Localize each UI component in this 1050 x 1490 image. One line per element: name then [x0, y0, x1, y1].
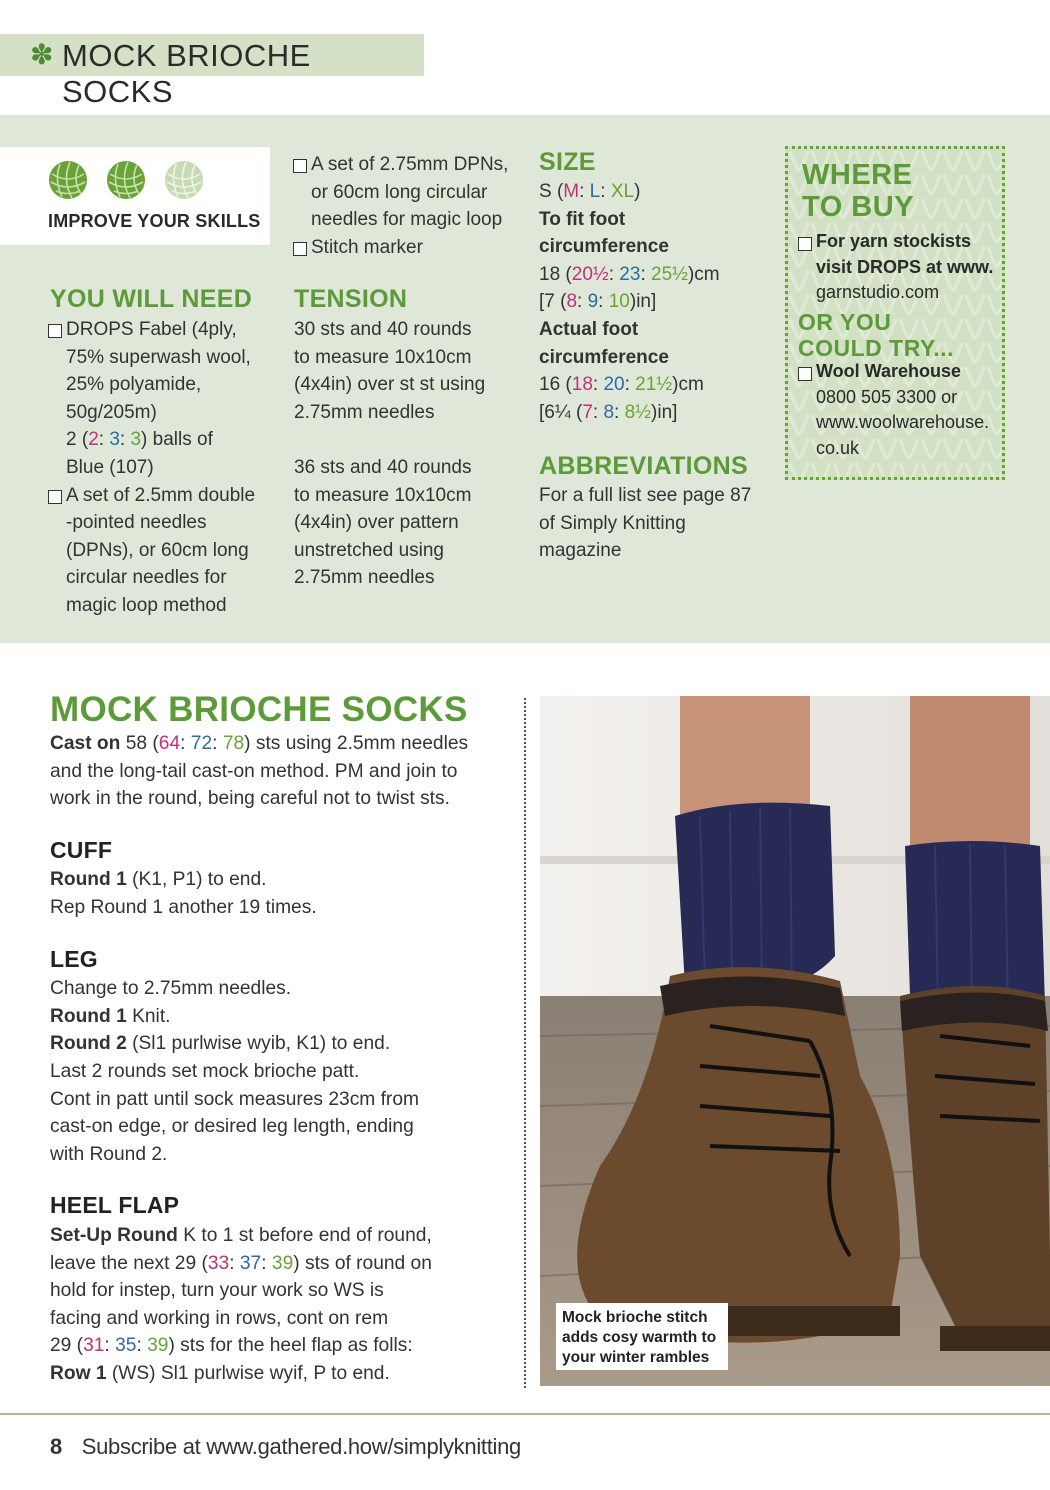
- subscribe-link[interactable]: Subscribe at www.gathered.how/simplyknitting: [81, 1434, 521, 1459]
- section-title: MOCK BRIOCHE SOCKS: [62, 38, 311, 109]
- where-to-buy-heading: WHERE TO BUY: [802, 159, 915, 223]
- wool-warehouse-item: Wool Warehouse 0800 505 3300 or www.woolwarehouse. co.uk: [798, 359, 998, 461]
- list-item: A set of 2.75mm DPNs, or 60cm long circular needles for magic loop: [293, 151, 523, 234]
- skill-level-box: [0, 147, 270, 245]
- cuff-heading: CUFF: [50, 836, 113, 863]
- checkbox-icon: [48, 490, 62, 504]
- checkbox-icon: [293, 242, 307, 256]
- pattern-title: MOCK BRIOCHE SOCKS: [50, 690, 468, 729]
- tension-text: 30 sts and 40 rounds to measure 10x10cm (4x4in) over st st using 2.75mm needles 36 sts and 40 rounds to measure 10x10cm (4x4in) over pattern unstretched using 2.75mm needles: [294, 319, 486, 589]
- skills-label: IMPROVE YOUR SKILLS: [48, 211, 261, 231]
- abbreviations-text: For a full list see page 87 of Simply Knitting magazine: [539, 485, 752, 562]
- footer-rule: [0, 1413, 1050, 1415]
- column-divider: [524, 698, 526, 1388]
- needles-list: [293, 151, 523, 261]
- yarn-ball-icon: [106, 160, 146, 200]
- you-will-need-list: [48, 316, 278, 620]
- photo-caption: Mock brioche stitch adds cosy warmth to your winter rambles: [556, 1303, 728, 1370]
- list-item: A set of 2.5mm double -pointed needles (DPNs), or 60cm long circular needles for magic loop method: [48, 482, 278, 620]
- checkbox-icon: [798, 367, 812, 381]
- leg-heading: LEG: [50, 945, 98, 972]
- checkbox-icon: [798, 237, 812, 251]
- abbreviations-heading: ABBREVIATIONS: [539, 452, 749, 480]
- list-item: DROPS Fabel (4ply, 75% superwash wool, 25% polyamide, 50g/205m) 2 (2: 3: 3) balls of Blue (107): [48, 316, 278, 482]
- pattern-instructions: Cast on 58 (64: 72: 78) sts using 2.5mm needles and the long-tail cast-on method. PM and join to work in the round, being careful not to twist sts. CUFF Round 1 (K1, P1) to end. Rep Round 1 another 19 times. LEG Change to 2.75mm needles. Round 1 Knit. Round 2 (Sl1 purlwise wyib, K1) to end. Last 2 rounds set mock brioche patt. Cont in patt until sock measures 23cm from cast-on edge, or desired leg length, ending with Round 2. HEEL FLAP Set-Up Round K to 1 st before end of round, leave the next 29 (33: 37: 39) sts of round on hold for instep, turn your work so WS is facing and working in rows, cont on rem 29 (31: 35: 39) sts for the heel flap as folls: Row 1 (WS) Sl1 purlwise wyif, P to end.: [50, 730, 520, 1387]
- could-try-heading: OR YOU COULD TRY...: [798, 309, 954, 361]
- stockist-item: For yarn stockists visit DROPS at www. garnstudio.com: [798, 229, 998, 306]
- yarn-ball-icon-faded: [164, 160, 204, 200]
- section-header: [0, 34, 424, 109]
- cast-on-line: Cast on 58 (64: 72: 78) sts using 2.5mm needles: [50, 733, 469, 754]
- list-item: Stitch marker: [293, 234, 523, 262]
- page-number: 8: [50, 1434, 62, 1459]
- checkbox-icon: [48, 324, 62, 338]
- clover-icon: ✽: [30, 39, 54, 70]
- tension-heading: TENSION: [294, 285, 408, 313]
- balls-line: 2 (2: 3: 3) balls of: [66, 429, 213, 451]
- heel-flap-heading: HEEL FLAP: [50, 1192, 180, 1219]
- where-to-buy-box: [785, 146, 1005, 480]
- footer: [50, 1434, 521, 1460]
- size-text: S (M: L: XL) To fit foot circumference 18 (20½: 23: 25½)cm [7 (8: 9: 10)in] Actual foot circumference 16 (18: 20: 21½)cm [6¼ (7: 8: 8½)in]: [539, 178, 769, 426]
- size-heading: SIZE: [539, 148, 596, 176]
- checkbox-icon: [293, 159, 307, 173]
- you-will-need-heading: YOU WILL NEED: [50, 285, 253, 313]
- size-list: S (M: L: XL): [539, 181, 641, 202]
- sock-photo: [540, 696, 1050, 1386]
- yarn-ball-icon: [48, 160, 88, 200]
